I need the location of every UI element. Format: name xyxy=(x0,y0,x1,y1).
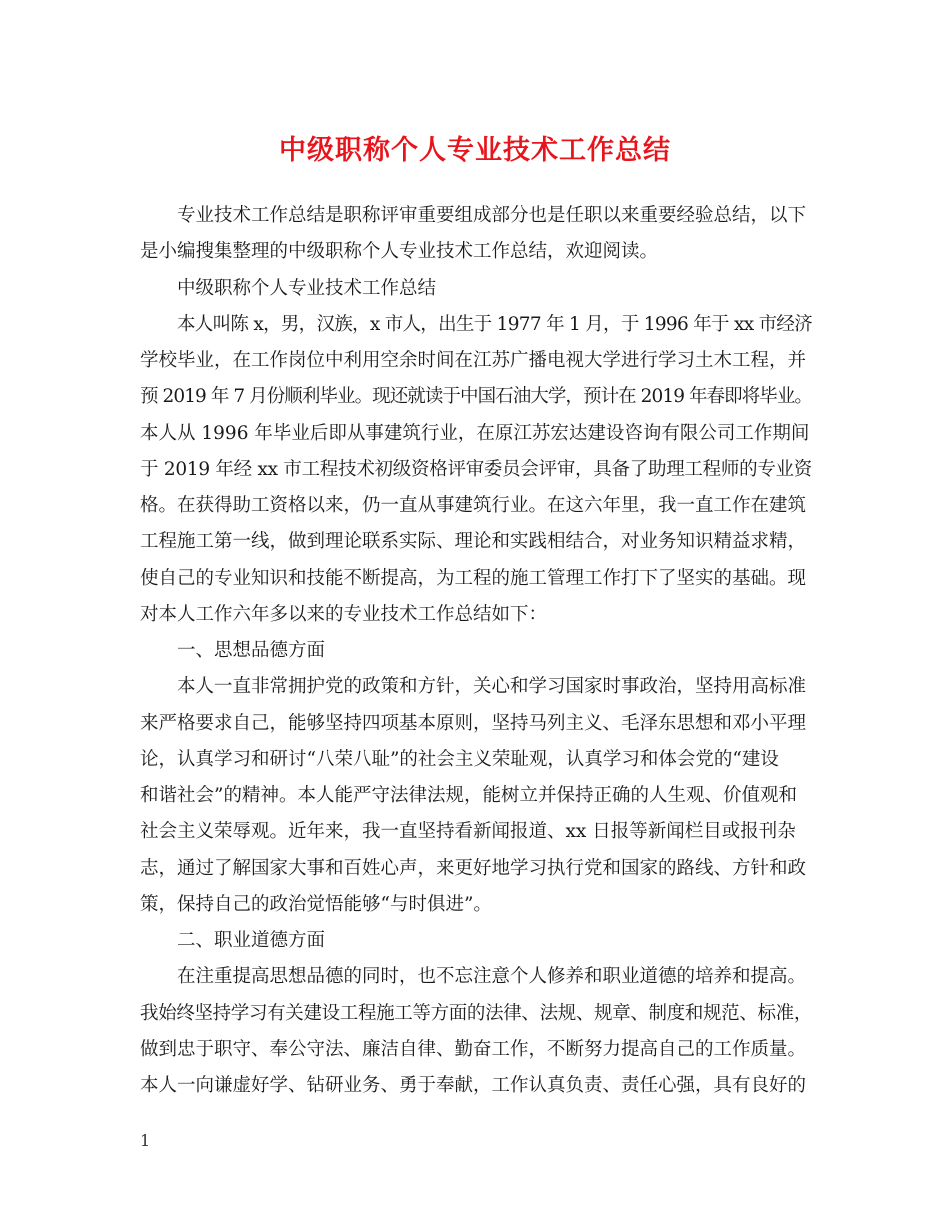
text-line: 志，通过了解国家大事和百姓心声，来更好地学习执行党和国家的路线、方针和政 xyxy=(140,857,807,879)
text-line: 本人叫陈 x，男，汉族，x 市人，出生于 1977 年 1 月，于 1996 年于 xx 市经济 xyxy=(177,313,812,335)
text-line: 来严格要求自己，能够坚持四项基本原则，坚持马列主义、毛泽东思想和邓小平理 xyxy=(140,712,807,734)
document-title: 中级职称个人专业技术工作总结 xyxy=(279,135,671,166)
text-line: 中级职称个人专业技术工作总结 xyxy=(177,277,437,299)
text-line: 是小编搜集整理的中级职称个人专业技术工作总结，欢迎阅读。 xyxy=(140,241,659,263)
text-line: 在注重提高思想品德的同时，也不忘注意个人修养和职业道德的培养和提高。 xyxy=(177,966,807,988)
text-line: 格。在获得助工资格以来，仍一直从事建筑行业。在这六年里，我一直工作在建筑 xyxy=(140,495,807,516)
text-line: 论，认真学习和研讨“八荣八耻”的社会主义荣耻观，认真学习和体会党的“建设 xyxy=(140,748,779,770)
document-body xyxy=(140,198,812,1104)
text-line: 使自己的专业知识和技能不断提高，为工程的施工管理工作打下了坚实的基础。现 xyxy=(140,567,807,589)
page-number: 1 xyxy=(140,1131,151,1150)
text-line: 对本人工作六年多以来的专业技术工作总结如下： xyxy=(140,603,548,625)
text-line: 专业技术工作总结是职称评审重要组成部分也是任职以来重要经验总结，以下 xyxy=(177,205,807,226)
text-line: 预 2019 年 7 月份顺利毕业。现还就读于中国石油大学，预计在 2019 年春即将毕业。 xyxy=(140,386,812,408)
text-line: 本人从 1996 年毕业后即从事建筑行业，在原江苏宏达建设咨询有限公司工作期间 xyxy=(140,422,810,444)
text-line: 一、思想品德方面 xyxy=(177,640,326,661)
text-line: 本人一向谦虚好学、钻研业务、勇于奉献，工作认真负责、责任心强，具有良好的 xyxy=(140,1075,807,1096)
text-line: 本人一直非常拥护党的政策和方针，关心和学习国家时事政治，坚持用高标准 xyxy=(177,676,807,698)
text-line: 学校毕业，在工作岗位中利用空余时间在江苏广播电视大学进行学习土木工程，并 xyxy=(140,350,807,371)
text-line: 工程施工第一线，做到理论联系实际、理论和实践相结合，对业务知识精益求精， xyxy=(140,531,807,553)
text-line: 和谐社会”的精神。本人能严守法律法规，能树立并保持正确的人生观、价值观和 xyxy=(140,785,797,806)
text-line: 我始终坚持学习有关建设工程施工等方面的法律、法规、规章、制度和规范、标准， xyxy=(140,1002,812,1024)
text-line: 策，保持自己的政治觉悟能够“与时俱进”。 xyxy=(140,893,492,915)
text-line: 做到忠于职守、奉公守法、廉洁自律、勤奋工作，不断努力提高自己的工作质量。 xyxy=(140,1038,807,1060)
text-line: 社会主义荣辱观。近年来，我一直坚持看新闻报道、xx 日报等新闻栏目或报刊杂 xyxy=(140,821,796,843)
text-line: 二、职业道德方面 xyxy=(177,930,326,951)
text-line: 于 2019 年经 xx 市工程技术初级资格评审委员会评审，具备了助理工程师的专业资 xyxy=(140,458,812,480)
